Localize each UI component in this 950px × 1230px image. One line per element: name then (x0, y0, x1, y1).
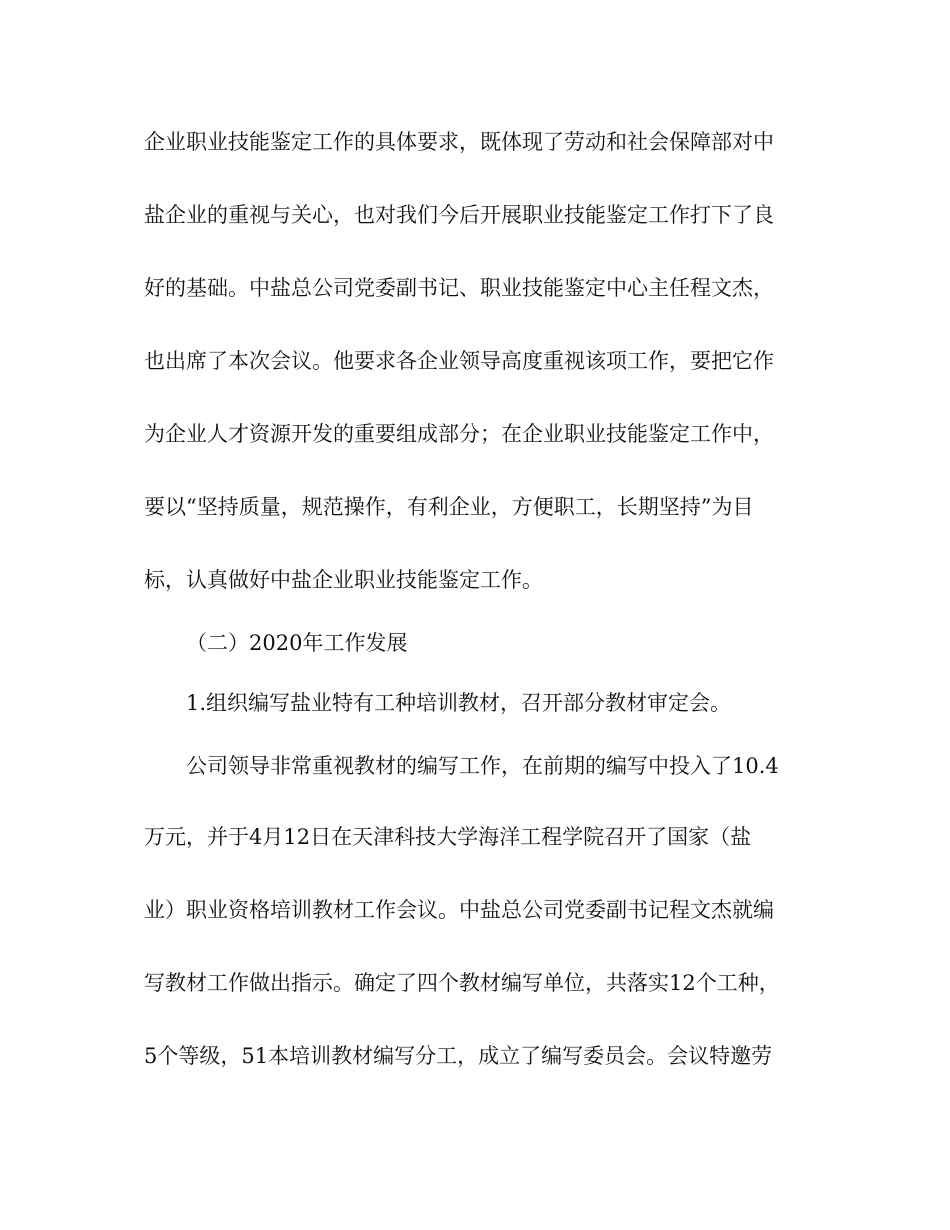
subsection-heading: 1.组织编写盐业特有工种培训教材，召开部分教材审定会。 (186, 691, 732, 715)
paragraph-line: 写教材工作做出指示。确定了四个教材编写单位，共落实12个工种， (144, 971, 780, 995)
paragraph-line: 企业职业技能鉴定工作的具体要求，既体现了劳动和社会保障部对中 (144, 130, 774, 154)
paragraph-line: 标，认真做好中盐企业职业技能鉴定工作。 (144, 568, 543, 592)
paragraph-line: 好的基础。中盐总公司党委副书记、职业技能鉴定中心主任程文杰， (144, 276, 774, 300)
paragraph-line: 盐企业的重视与关心，也对我们今后开展职业技能鉴定工作打下了良 (144, 203, 774, 227)
section-heading: （二）2020年工作发展 (186, 631, 408, 655)
paragraph-line: 为企业人才资源开发的重要组成部分；在企业职业技能鉴定工作中， (144, 422, 774, 446)
paragraph-line: 也出席了本次会议。他要求各企业领导高度重视该项工作，要把它作 (144, 349, 774, 373)
paragraph-line: 要以“坚持质量，规范操作，有利企业，方便职工，长期坚持”为目 (144, 495, 754, 519)
paragraph-line: 5个等级，51本培训教材编写分工，成立了编写委员会。会议特邀劳 (144, 1044, 773, 1068)
paragraph-line: 万元，并于4月12日在天津科技大学海洋工程学院召开了国家（盐 (144, 825, 752, 849)
paragraph-line: 公司领导非常重视教材的编写工作，在前期的编写中投入了10.4 (186, 754, 779, 778)
paragraph-line: 业）职业资格培训教材工作会议。中盐总公司党委副书记程文杰就编 (144, 898, 774, 922)
